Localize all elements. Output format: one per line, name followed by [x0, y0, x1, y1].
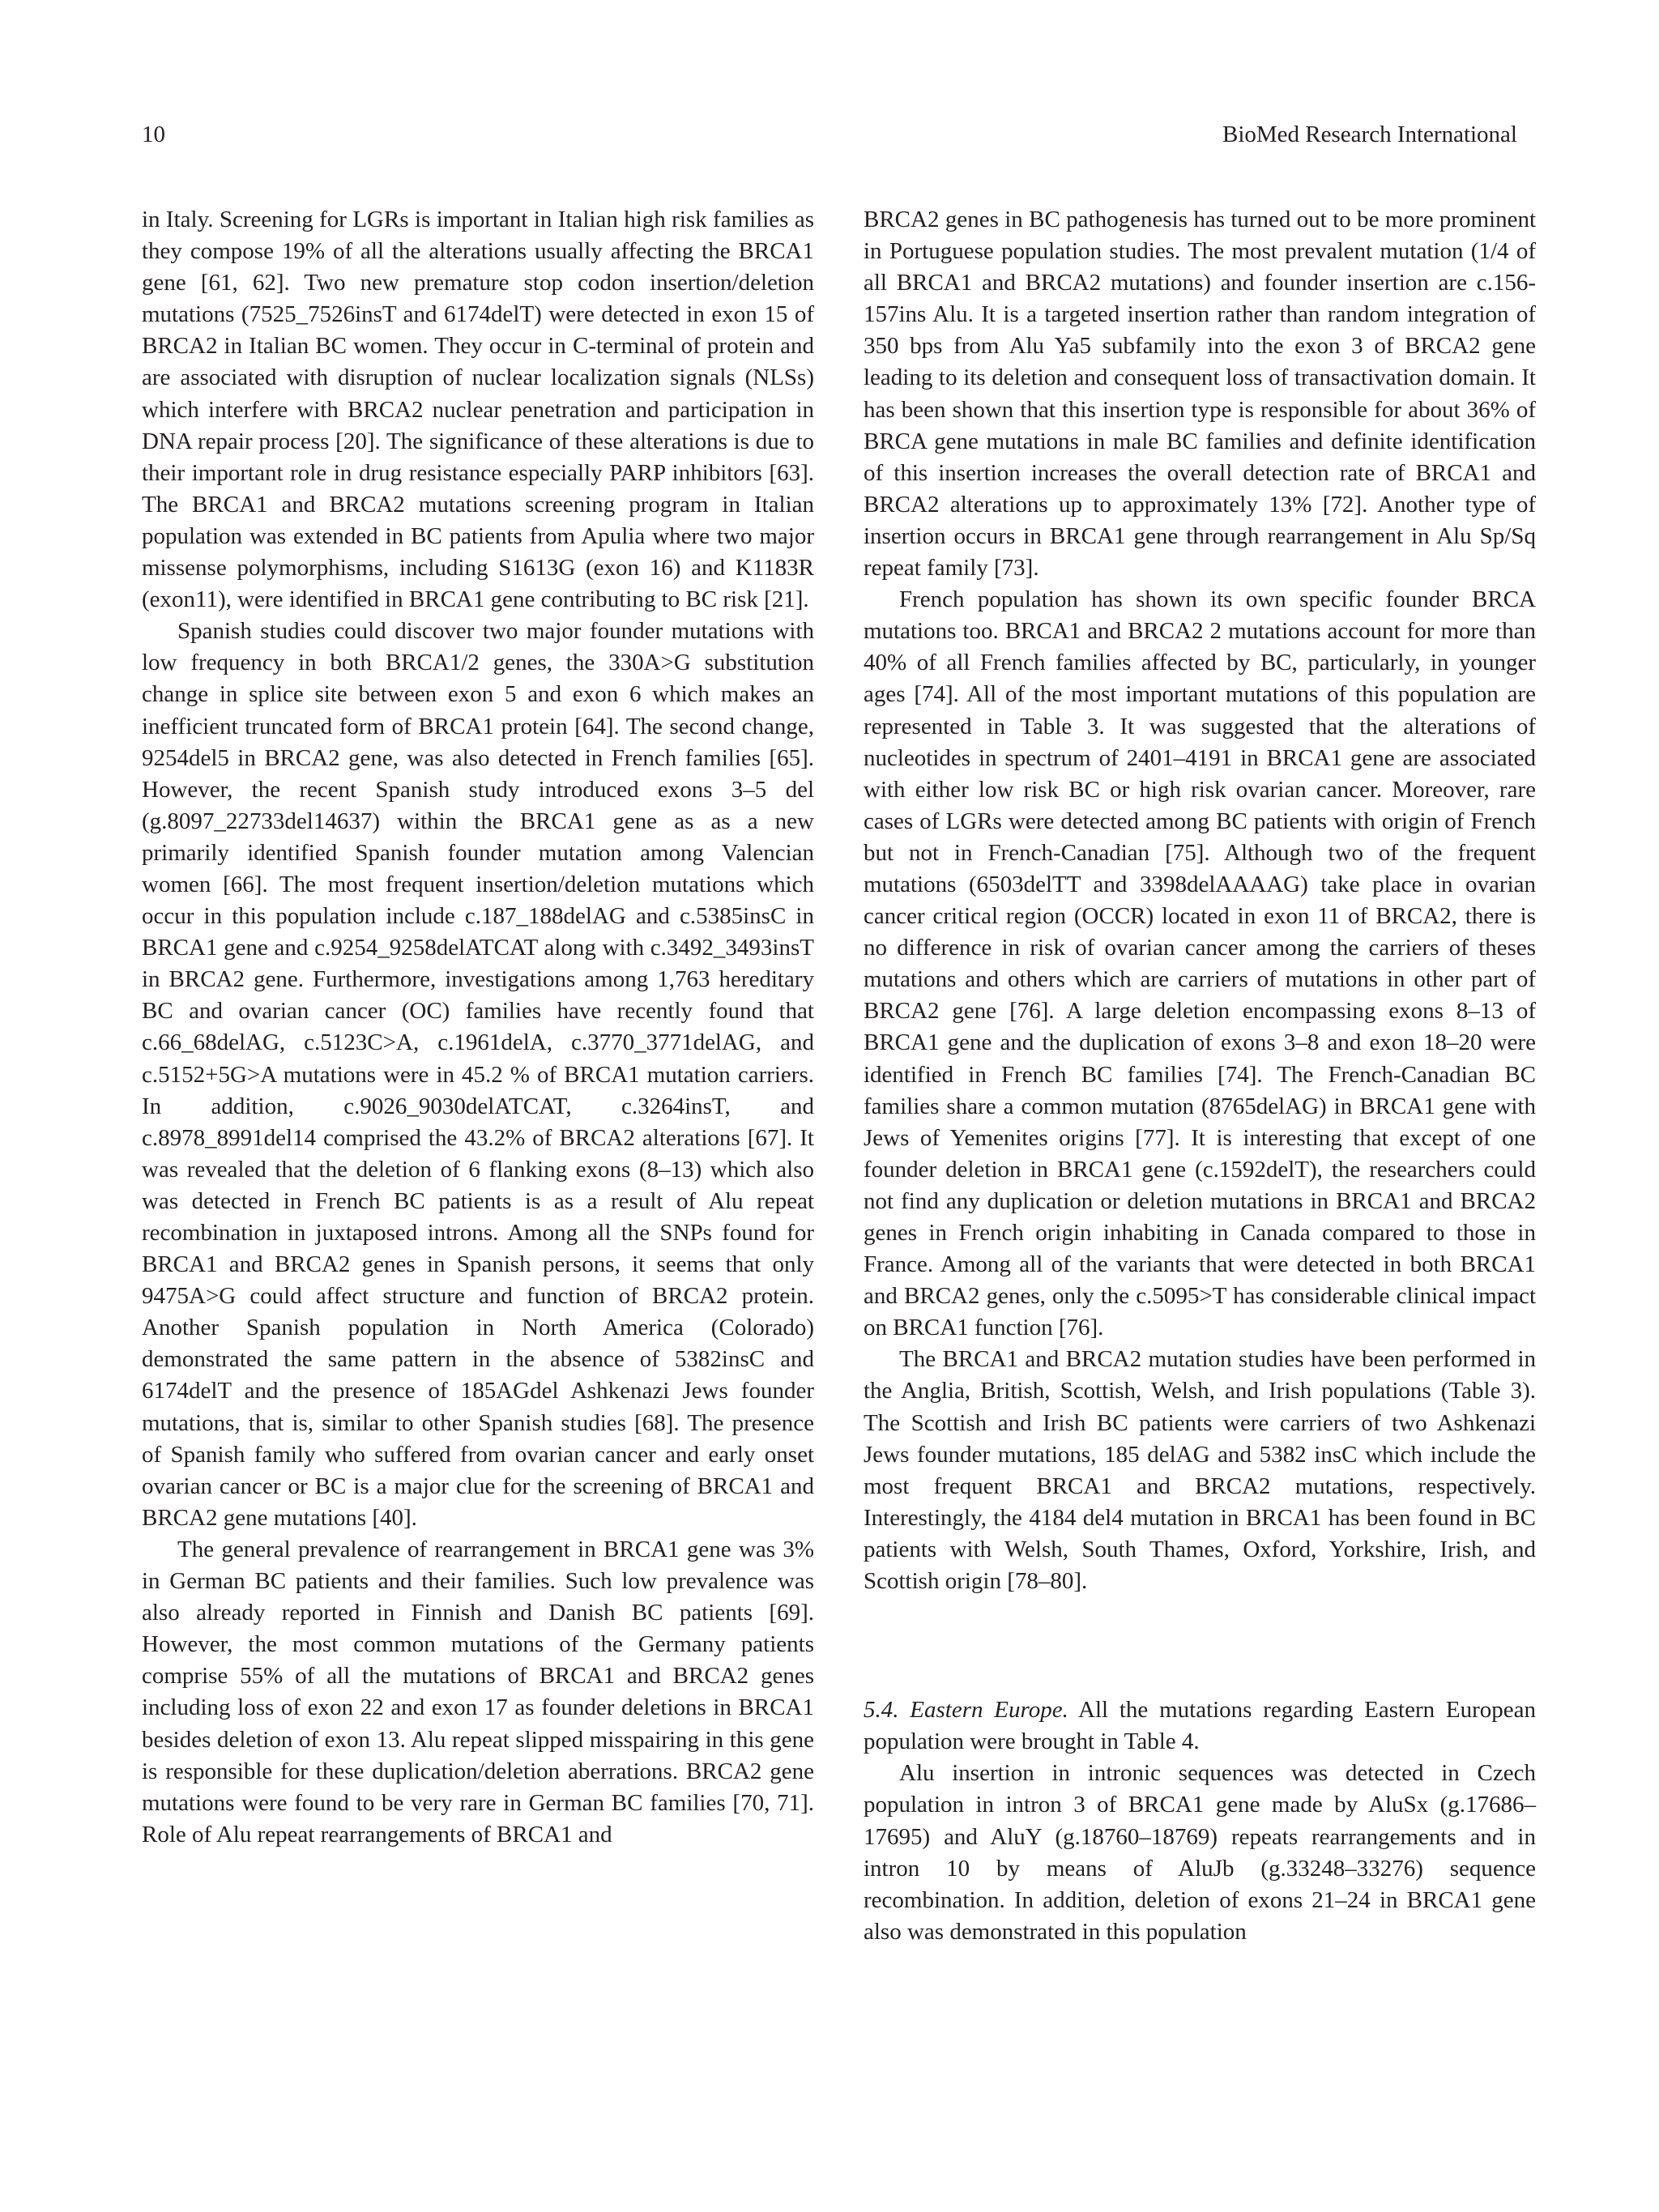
paragraph: Spanish studies could discover two major founder mutations with low frequency in both BRCA1/2 genes, the 330A>G substitution change in splice site between exon 5 and exon 6 which makes an inefficient truncated form of BRCA1 protein [64]. The second change, 9254del5 in BRCA2 gene, was also detected in French families [65]. However, the recent Spanish study introduced exons 3–5 del (g.8097_22733del14637) within the BRCA1 gene as as a new primarily identified Spanish founder mutation among Valencian women [66]. The most frequent insertion/deletion mutations which occur in this population include c.187_188delAG and c.5385insC in BRCA1 gene and c.9254_9258delATCAT along with c.3492_3493insT in BRCA2 gene. Furthermore, investigations among 1,763 hereditary BC and ovarian cancer (OC) families have recently found that c.66_68delAG, c.5123C>A, c.1961delA, c.3770_3771delAG, and c.5152+5G>A mutations were in 45.2 % of BRCA1 mutation carriers. In addition, c.9026_9030delATCAT, c.3264insT, and c.8978_8991del14 comprised the 43.2% of BRCA2 alterations [67]. It was revealed that the deletion of 6 flanking exons (8–13) which also was detected in French BC patients is as a result of Alu repeat recombination in juxtaposed introns. Among all the SNPs found for BRCA1 and BRCA2 genes in Spanish persons, it seems that only 9475A>G could affect structure and function of BRCA2 protein. Another Spanish population in North America (Colorado) demonstrated the same pattern in the absence of 5382insC and 6174delT and the presence of 185AGdel Ashkenazi Jews founder mutations, that is, similar to other Spanish studies [68]. The presence of Spanish family who suffered from ovarian cancer and early onset ovarian cancer or BC is a major clue for the screening of BRCA1 and BRCA2 gene mutations [40].: [142, 618, 814, 1531]
section-paragraph: [864, 1694, 1536, 1758]
page-number: 10: [142, 121, 165, 147]
paragraph: French population has shown its own specific founder BRCA mutations too. BRCA1 and BRCA2 2 mutations account for more than 40% of all French families affected by BC, particularly, in younger ages [74]. All of the most important mutations of this population are represented in Table 3. It was suggested that the alterations of nucleotides in spectrum of 2401–4191 in BRCA1 gene are associated with either low risk BC or high risk ovarian cancer. Moreover, rare cases of LGRs were detected among BC patients with origin of French but not in French-Canadian [75]. Although two of the frequent mutations (6503delTT and 3398delAAAAG) take place in ovarian cancer critical region (OCCR) located in exon 11 of BRCA2, there is no difference in risk of ovarian cancer among the carriers of theses mutations and others which are carriers of mutations in other part of BRCA2 gene [76]. A large deletion encompassing exons 8–13 of BRCA1 gene and the duplication of exons 3–8 and exon 18–20 were identified in French BC families [74]. The French-Canadian BC families share a common mutation (8765delAG) in BRCA1 gene with Jews of Yemenites origins [77]. It is interesting that except of one founder deletion in BRCA1 gene (c.1592delT), the researchers could not find any duplication or deletion mutations in BRCA1 and BRCA2 genes in French origin inhabiting in Canada compared to those in France. Among all of the variants that were detected in both BRCA1 and BRCA2 genes, only the c.5095>T has considerable clinical impact on BRCA1 function [76].: [864, 586, 1536, 1341]
left-column: [142, 204, 814, 1851]
paragraph: in Italy. Screening for LGRs is important in Italian high risk families as they compose 19% of all the alterations usually affecting the BRCA1 gene [61, 62]. Two new premature stop codon insertion/deletion mutations (7525_7526insT and 6174delT) were detected in exon 15 of BRCA2 in Italian BC women. They occur in C-terminal of protein and are associated with disruption of nuclear localization signals (NLSs) which interfere with BRCA2 nuclear penetration and participation in DNA repair process [20]. The significance of these alterations is due to their important role in drug resistance especially PARP inhibitors [63]. The BRCA1 and BRCA2 mutations screening program in Italian population was extended in BC patients from Apulia where two major missense polymorphisms, including S1613G (exon 16) and K1183R (exon11), were identified in BRCA1 gene contributing to BC risk [21].: [142, 207, 814, 613]
right-column: [864, 204, 1536, 1948]
journal-name: BioMed Research International: [1222, 121, 1517, 147]
paragraph: The BRCA1 and BRCA2 mutation studies have been performed in the Anglia, British, Scottish, Welsh, and Irish populations (Table 3). The Scottish and Irish BC patients were carriers of two Ashkenazi Jews founder mutations, 185 delAG and 5382 insC which include the most frequent BRCA1 and BRCA2 mutations, respectively. Interestingly, the 4184 del4 mutation in BRCA1 has been found in BC patients with Welsh, South Thames, Oxford, Yorkshire, Irish, and Scottish origin [78–80].: [864, 1346, 1536, 1595]
section-number: 5.4.: [864, 1697, 899, 1724]
paragraph: The general prevalence of rearrangement in BRCA1 gene was 3% in German BC patients and their families. Such low prevalence was also already reported in Finnish and Danish BC patients [69]. However, the most common mutations of the Germany patients comprise 55% of all the mutations of BRCA1 and BRCA2 genes including loss of exon 22 and exon 17 as founder deletions in BRCA1 besides deletion of exon 13. Alu repeat slipped misspairing in this gene is responsible for these duplication/deletion aberrations. BRCA2 gene mutations were found to be very rare in German BC families [70, 71]. Role of Alu repeat rearrangements of BRCA1 and: [142, 1536, 814, 1848]
paragraph: Alu insertion in intronic sequences was detected in Czech population in intron 3 of BRCA1 gene made by AluSx (g.17686–17695) and AluY (g.18760–18769) repeats rearrangements and in intron 10 by means of AluJb (g.33248–33276) sequence recombination. In addition, deletion of exons 21–24 in BRCA1 gene also was demonstrated in this population: [864, 1760, 1536, 1945]
section-text: All the mutations regarding Eastern European population were brought in Table 4.: [864, 1697, 1537, 1755]
paragraph: BRCA2 genes in BC pathogenesis has turned out to be more prominent in Portuguese population studies. The most prevalent mutation (1/4 of all BRCA1 and BRCA2 mutations) and founder insertion are c.156-157ins Alu. It is a targeted insertion rather than random integration of 350 bps from Alu Ya5 subfamily into the exon 3 of BRCA2 gene leading to its deletion and consequent loss of transactivation domain. It has been shown that this insertion type is responsible for about 36% of BRCA gene mutations in male BC families and definite identification of this insertion increases the overall detection rate of BRCA1 and BRCA2 alterations up to approximately 13% [72]. Another type of insertion occurs in BRCA1 gene through rearrangement in Alu Sp/Sq repeat family [73].: [864, 207, 1536, 582]
running-header: [142, 121, 1517, 154]
section-title: Eastern Europe.: [910, 1697, 1068, 1724]
